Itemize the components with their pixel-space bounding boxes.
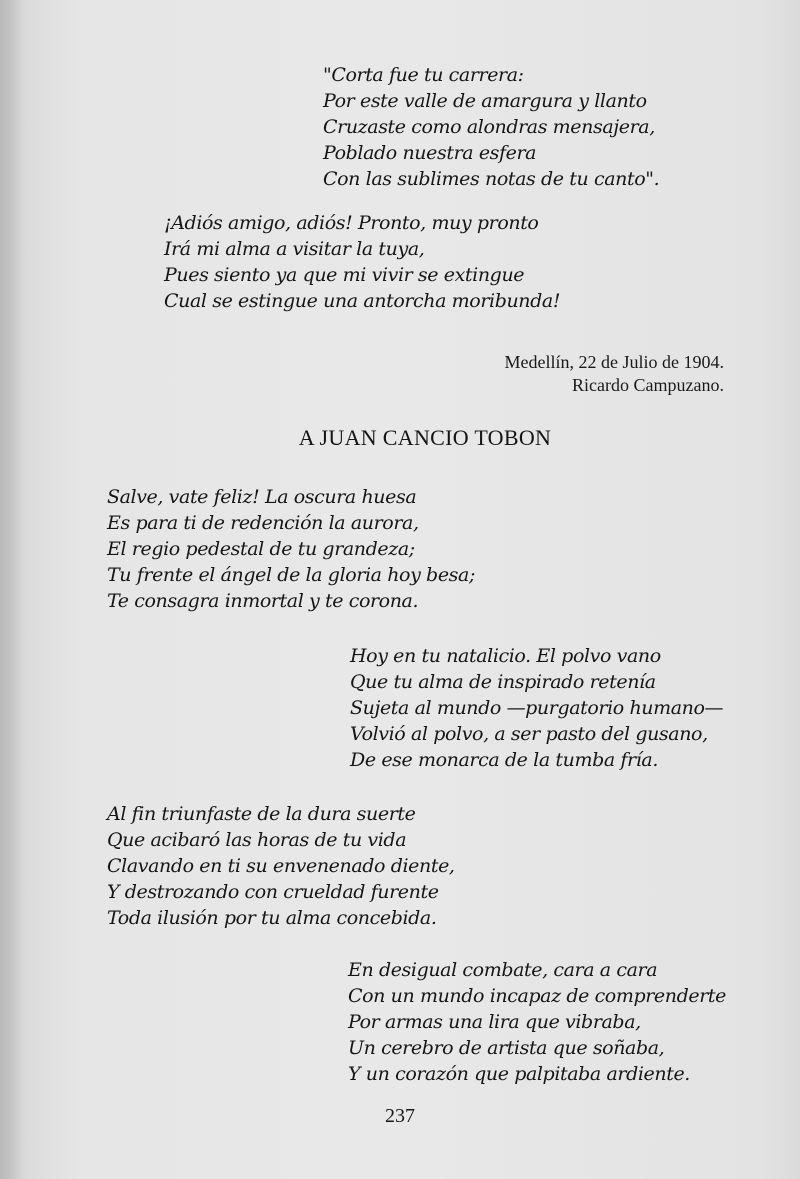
verse-line: Y destrozando con crueldad furente bbox=[107, 881, 439, 903]
verse-line: Por armas una lira que vibraba, bbox=[348, 1011, 641, 1033]
verse-line: Volvió al polvo, a ser pasto del gusano, bbox=[350, 723, 708, 745]
verse-line: Cual se estingue una antorcha moribunda! bbox=[164, 290, 561, 312]
verse-line: Es para ti de redención la aurora, bbox=[107, 512, 419, 534]
verse-line: "Corta fue tu carrera: bbox=[323, 64, 524, 86]
place-date: Medellín, 22 de Julio de 1904. bbox=[504, 352, 724, 372]
signature-block bbox=[505, 351, 724, 397]
verse-line: El regio pedestal de tu grandeza; bbox=[107, 538, 415, 560]
page-number: 237 bbox=[385, 1105, 415, 1127]
previous-poem-stanza-2 bbox=[164, 210, 560, 314]
previous-poem-stanza-1 bbox=[323, 62, 659, 192]
verse-line: Un cerebro de artista que soñaba, bbox=[348, 1037, 665, 1059]
verse-line: Cruzaste como alondras mensajera, bbox=[323, 116, 655, 138]
verse-line: Que tu alma de inspirado retenía bbox=[350, 671, 656, 693]
verse-line: Con un mundo incapaz de comprenderte bbox=[348, 985, 726, 1007]
verse-line: Que acibaró las horas de tu vida bbox=[107, 829, 407, 851]
poem-stanza-4 bbox=[348, 957, 726, 1087]
verse-line: Sujeta al mundo —purgatorio humano— bbox=[350, 697, 724, 719]
verse-line: En desigual combate, cara a cara bbox=[348, 959, 658, 981]
verse-line: Toda ilusión por tu alma concebida. bbox=[107, 907, 437, 929]
verse-line: Tu frente el ángel de la gloria hoy besa; bbox=[107, 564, 475, 586]
poem-stanza-1 bbox=[107, 484, 475, 614]
verse-line: Y un corazón que palpitaba ardiente. bbox=[348, 1063, 690, 1085]
poem-stanza-2 bbox=[350, 643, 723, 773]
verse-line: Al fin triunfaste de la dura suerte bbox=[107, 803, 416, 825]
verse-line: Con las sublimes notas de tu canto". bbox=[323, 168, 660, 190]
verse-line: Salve, vate feliz! La oscura huesa bbox=[107, 486, 417, 508]
poem-title: A JUAN CANCIO TOBON bbox=[298, 425, 552, 450]
author-name: Ricardo Campuzano. bbox=[572, 375, 724, 395]
verse-line: ¡Adiós amigo, adiós! Pronto, muy pronto bbox=[164, 212, 539, 234]
verse-line: Clavando en ti su envenenado diente, bbox=[107, 855, 455, 877]
verse-line: Hoy en tu natalicio. El polvo vano bbox=[350, 645, 661, 667]
page-gutter-shadow bbox=[0, 0, 22, 1179]
verse-line: Te consagra inmortal y te corona. bbox=[107, 590, 419, 612]
verse-line: Por este valle de amargura y llanto bbox=[323, 90, 647, 112]
poem-stanza-3 bbox=[107, 801, 455, 931]
verse-line: Irá mi alma a visitar la tuya, bbox=[164, 238, 425, 260]
verse-line: Pues siento ya que mi vivir se extingue bbox=[164, 264, 525, 286]
verse-line: De ese monarca de la tumba fría. bbox=[350, 749, 658, 771]
verse-line: Poblado nuestra esfera bbox=[323, 142, 537, 164]
